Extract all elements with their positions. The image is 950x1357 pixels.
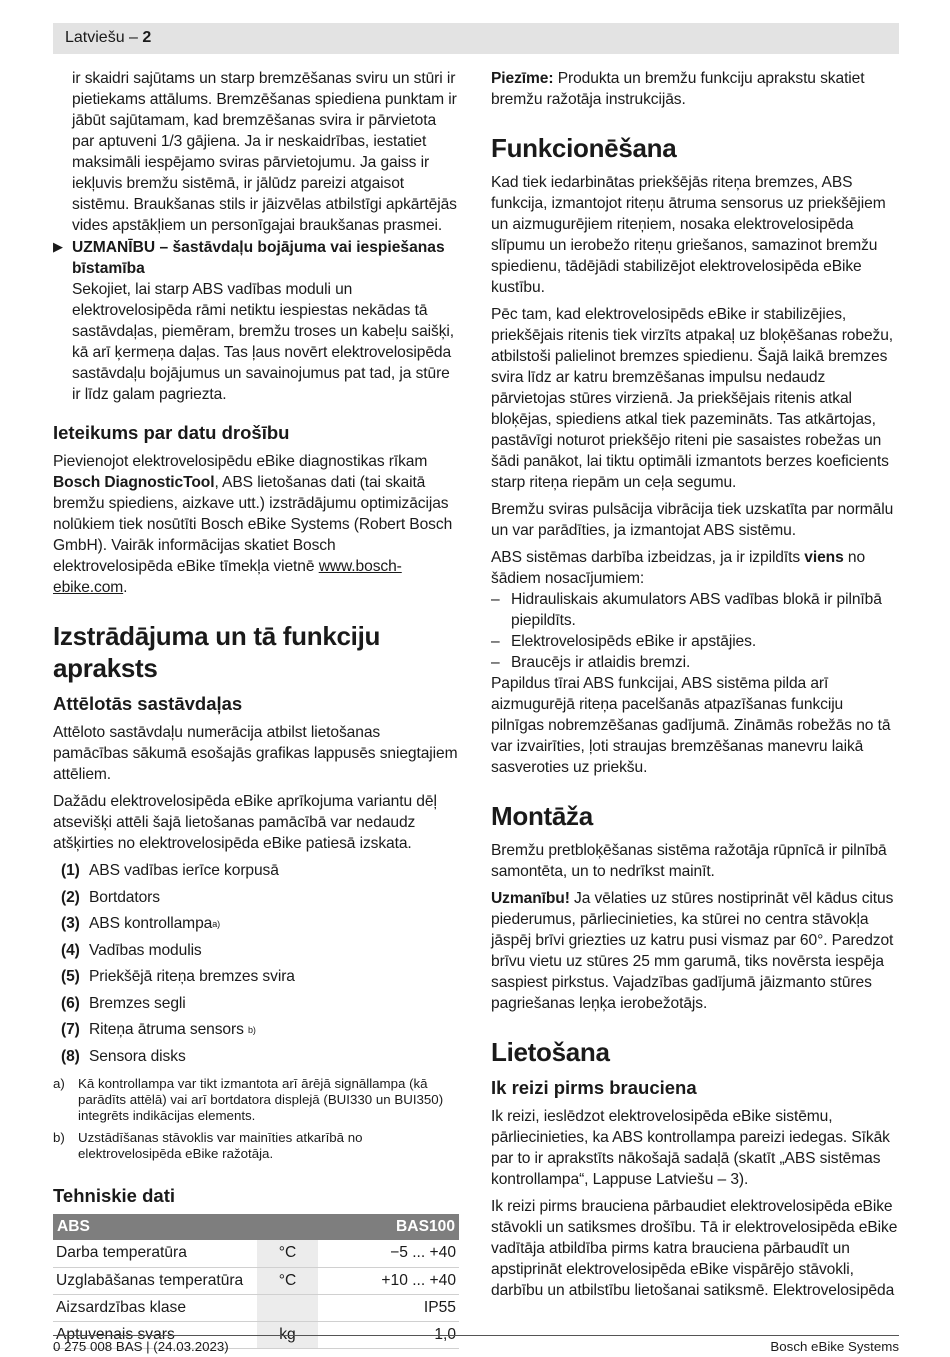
function-text-4b: no šādiem nosacījumiem: [491, 549, 866, 587]
header-page-number: 2 [142, 29, 152, 46]
warning-text: Sekojiet, lai starp ABS vadības moduli un elektrovelosipēda rāmi netiktu iespiestas nekādas tā sastāvdaļas, piemēram, bremžu troses un kabeļu saišķi, kā arī ķermeņa daļas. Tas ļaus novērt elektrovelosipēda sastāvdaļu bojājumus un savainojumus pat tad, ja stūre ir līdz galam pagriezta. [72, 281, 455, 403]
components-paragraph-2: Dažādu elektrovelosipēda eBike aprīkojuma variantu dēļ atsevišķi attēli šajā lietošanas pamācībā var nedaudz atšķirties no elektrovelosipēda eBike patiesā izskata. [53, 793, 437, 852]
list-item [491, 589, 899, 631]
mounting-heading: Montāža [491, 801, 593, 831]
data-safety-paragraph [53, 451, 459, 598]
mounting-paragraph-1: Bremžu pretbloķēšanas sistēma ražotāja rūpnīcā ir pilnībā samontēta, un to nedrīkst mainīt. [491, 842, 887, 880]
component-number: (5) [61, 968, 80, 985]
header-title [65, 29, 151, 47]
footnote [53, 1130, 459, 1162]
component-number: (4) [61, 941, 80, 959]
note-label: Piezīme: [491, 70, 554, 87]
component-number: (2) [61, 888, 80, 906]
table-cell-label: Aizsardzības klase [53, 1294, 257, 1321]
component-label: ABS vadības ierīce korpusā [89, 862, 279, 879]
warning-triangle-icon: ▶ [53, 239, 63, 254]
function-paragraph-3: Bremžu sviras pulsācija vibrācija tiek uzskatīta par normālu un var parādīties, ja izmantojat ABS sistēmu. [491, 501, 894, 539]
function-paragraph-1: Kad tiek iedarbinātas priekšējās riteņa bremzes, ABS funkcija, izmantojot riteņu ātruma sensorus uz priekšējiem un aizmugurējiem riteņiem, nosaka elektrovelosipēda slīpumu un ierobežo riteņu griešanos, samazinot bremžu spiedienu, tādējādi stabilizējot elektrovelosipēda eBike kustību. [491, 174, 886, 296]
table-cell-value: IP55 [318, 1294, 459, 1321]
usage-paragraph-1: Ik reizi, ieslēdzot elektrovelosipēda eBike sistēmu, pārliecinieties, ka ABS kontrollampa pareizi iedegas. Sīkāk par to ir aprakstīts nākošajā sadaļā (skatīt „ABS sistēmas kontrollampa“, Lappuse Latviešu – 3). [491, 1108, 890, 1188]
list-item [491, 652, 899, 673]
footnote-label: b) [53, 1130, 65, 1145]
function-paragraph-4 [491, 547, 899, 589]
data-safety-heading: Ieteikums par datu drošību [53, 422, 290, 443]
mounting-paragraph-2 [491, 888, 899, 1014]
list-item [53, 885, 459, 912]
list-item [491, 631, 899, 652]
footnote-ref: a) [212, 919, 221, 929]
intro-paragraph: ir skaidri sajūtams un starp bremzēšanas sviru un stūri ir pietiekams attālums. Bremzēšanas spiediena punktam ir jābūt sajūtamam, kad bremzēšanas svira ir pārvietota par aptuveni 1/3 gājiena. Ja ir neskaidrības, iestatiet maksimāli iespējamo sviras pārvietojumu. Ja gaiss ir iekļuvis bremžu sistēmā, ir jālūdz pareizi atgaisot sistēmu. Braukšanas stils ir jāizvēlas atbilstīgi apkārtējās vides apstākļiem un personīgajai braukšanas prasmei. [72, 70, 457, 234]
components-heading: Attēlotās sastāvdaļas [53, 693, 243, 714]
bosch-ebike-link[interactable]: www.bosch-ebike.com [53, 558, 402, 596]
list-item [53, 964, 459, 991]
table-cell-value: +10 ... +40 [318, 1267, 459, 1294]
function-paragraph-2: Pēc tam, kad elektrovelosipēds eBike ir stabilizējies, priekšējais ritenis tiek virzīts atpakaļ uz bloķēšanas robežu, atbilstoši palielinot bremzes spiedienu. Šajā laikā bremzes svira līdz ar katru bremzēšanas impulsu nedaudz pārvietojas stūres virzienā. Ja priekšējais ritenis atkal bloķējas, spiediens atkal tiek pazemināts. Tas atkārtojas, pastāvīgi noturot priekšējo riteni pie sasaistes robežas un šādi panākot, lai tiktu optimāli izmantots berzes koeficients starp riteņa riepām un ceļa segumu. [491, 306, 894, 491]
footer-brand: Bosch eBike Systems [770, 1339, 899, 1354]
component-number: (3) [61, 915, 80, 932]
table-cell-label: Uzglabāšanas temperatūra [53, 1267, 257, 1294]
list-item [53, 991, 459, 1018]
table-row [53, 1267, 459, 1294]
table-cell-label: Aptuvenais svars [53, 1321, 257, 1348]
table-cell-unit: °C [257, 1267, 318, 1294]
footnote-ref: b) [248, 1025, 256, 1035]
footnote [53, 1076, 459, 1124]
footer-doc-id: 0 275 008 BAS | (24.03.2023) [53, 1339, 229, 1354]
components-list [53, 858, 459, 1070]
function-text-4-bold: viens [804, 549, 844, 566]
tech-data-table [53, 1214, 459, 1349]
warning-block [53, 237, 459, 405]
before-ride-heading: Ik reizi pirms brauciena [491, 1077, 697, 1098]
component-label: Bortdators [89, 888, 160, 906]
list-item [53, 858, 459, 885]
footnote-text: Uzstādīšanas stāvoklis var mainīties atkarībā no elektrovelosipēda eBike ražotāja. [78, 1130, 363, 1161]
component-number: (1) [61, 862, 80, 879]
condition-text: Elektrovelosipēds eBike ir apstājies. [511, 633, 757, 650]
function-heading: Funkcionēšana [491, 133, 677, 163]
condition-text: Hidrauliskais akumulators ABS vadības blokā ir pilnībā piepildīts. [511, 591, 882, 629]
table-header-row [53, 1214, 459, 1240]
function-paragraph-5: Papildus tīrai ABS funkcijai, ABS sistēma pilda arī aizmugurējā riteņa pacelšanās atpazīšanas funkciju pilnīgas nobremzēšanas gadījumā. Zināmās robežās no tā var izvairīties, ļoti straujas bremzēšanas manevru laikā sasveroties uz priekšu. [491, 675, 891, 776]
tech-data-heading: Tehniskie dati [53, 1185, 175, 1206]
component-label: ABS kontrollampa [89, 915, 213, 932]
component-label: Priekšējā riteņa bremzes svira [89, 968, 295, 985]
function-text-4a: ABS sistēmas darbība izbeidzas, ja ir izpildīts [491, 549, 805, 566]
right-column [491, 68, 899, 1301]
dash-bullet: – [491, 591, 500, 608]
component-label: Riteņa ātruma sensors [89, 1021, 249, 1038]
table-cell-unit [257, 1294, 318, 1321]
table-cell-value: 1,0 [318, 1321, 459, 1348]
list-item [53, 938, 459, 965]
table-row [53, 1240, 459, 1267]
usage-paragraph-2: Ik reizi pirms brauciena pārbaudiet elektrovelosipēda eBike stāvokli un satiksmes drošību. Tā ir elektrovelosipēda eBike vadītāja atbildība pirms katra brauciena pārbaudīt un apstiprināt elektrovelosipēda eBike vispārējo stāvokli, darbību un atbilstību lietošanai satiksmē. Elektrovelosipēda [491, 1198, 898, 1299]
data-safety-end: . [123, 579, 128, 596]
component-label: Vadības modulis [89, 941, 202, 959]
table-cell-unit: kg [257, 1321, 318, 1348]
usage-heading: Lietošana [491, 1037, 610, 1067]
component-number: (8) [61, 1047, 80, 1065]
component-label: Bremzes segli [89, 994, 186, 1012]
footnote-text: Kā kontrollampa var tikt izmantota arī ārējā signāllampa (kā parādīts attēlā) vai arī bortdatora displejā (BUI330 un BUI350) integrēts indikācijas elements. [78, 1076, 444, 1123]
warning-title: UZMANĪBU – šastāvdaļu bojājuma vai iespiešanas bīstamība [72, 239, 445, 277]
table-row [53, 1294, 459, 1321]
footnote-label: a) [53, 1076, 65, 1091]
page-header [53, 23, 899, 54]
component-number: (6) [61, 994, 80, 1012]
table-cell-value: −5 ... +40 [318, 1240, 459, 1267]
data-safety-text-1: Pievienojot elektrovelosipēdu eBike diagnostikas rīkam [53, 453, 428, 470]
table-cell-unit: °C [257, 1240, 318, 1267]
header-language: Latviešu – [65, 29, 143, 46]
note-text: Produkta un bremžu funkciju aprakstu skatiet bremžu ražotāja instrukcijās. [491, 70, 865, 108]
conditions-list [491, 589, 899, 673]
table-header-model: BAS100 [318, 1214, 459, 1240]
list-item [53, 1044, 459, 1071]
component-label: Sensora disks [89, 1047, 186, 1065]
product-description-heading: Izstrādājuma un tā funkciju apraksts [53, 621, 381, 683]
table-header-abs: ABS [53, 1214, 318, 1240]
condition-text: Braucējs ir atlaidis bremzi. [511, 654, 691, 671]
table-cell-label: Darba temperatūra [53, 1240, 257, 1267]
list-item [53, 911, 459, 938]
note-paragraph [491, 68, 899, 110]
data-safety-text-2: , ABS lietošanas dati (tai skaitā bremžu spiediens, aizkave utt.) izstrādājumu optimizācijas nolūkiem tiek nosūtīti Bosch eBike Systems (Robert Bosch GmbH). Vairāk informācijas skatiet Bosch elektrovelosipēda eBike tīmekļa vietnē [53, 474, 453, 575]
dash-bullet: – [491, 654, 500, 671]
left-column [53, 68, 459, 1349]
mounting-attention-label: Uzmanību! [491, 890, 570, 907]
components-paragraph-1: Attēloto sastāvdaļu numerācija atbilst lietošanas pamācības sākumā esošajās grafikas lappusēs sniegtajiem attēliem. [53, 724, 458, 783]
component-number: (7) [61, 1021, 80, 1038]
mounting-text: Ja vēlaties uz stūres nostiprināt vēl kādus citus piederumus, pārliecinieties, ka stūrei no centra stāvokļa jāspēj brīvi griezties uz katru pusi vismaz par 60°. Paredzot brīvu vietu uz stūres 25 mm garumā, tiks novērsta iespēja saspiest pirkstus. Vajadzības gadījumā jāizmanto stūres pagriešanas leņķa ierobežotājs. [491, 890, 894, 1012]
diagnostic-tool-name: Bosch DiagnosticTool [53, 474, 215, 491]
dash-bullet: – [491, 633, 500, 650]
footer-divider [53, 1335, 899, 1336]
list-item [53, 1017, 459, 1044]
